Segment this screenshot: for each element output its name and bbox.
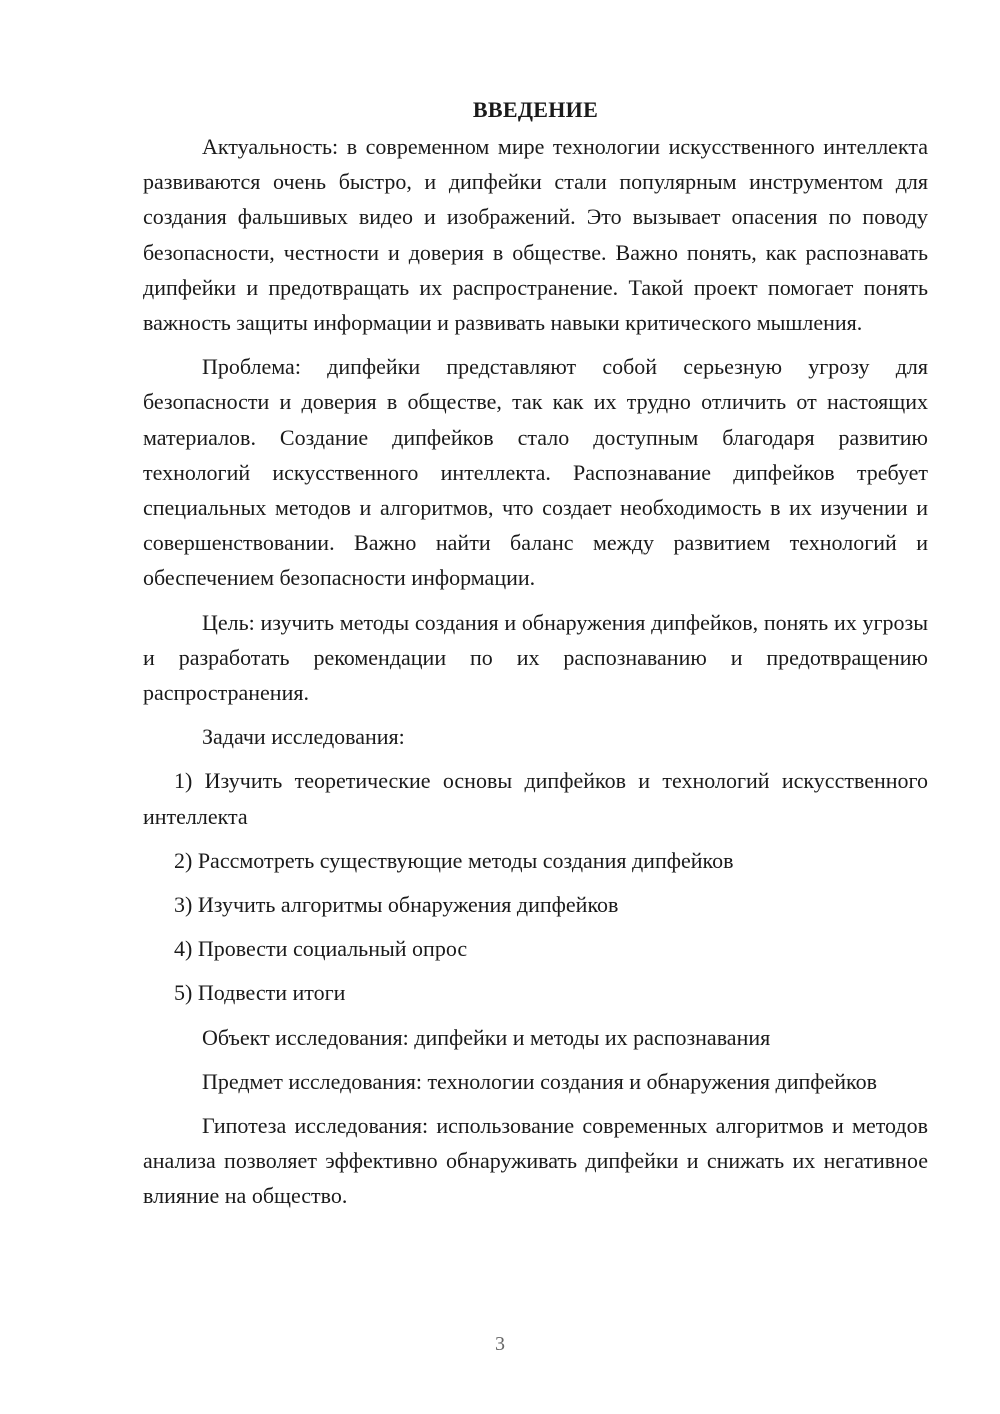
research-subject-paragraph: Предмет исследования: технологии создания и обнаружения дипфейков [202,1068,878,1094]
relevance-paragraph: Актуальность: в современном мире технологии искусственного интеллекта развиваются очень быстро, и дипфейки стали популярным инструментом для создания фальшивых видео и изображений. Это вызывает опасения по поводу безопасности, честности и доверия в обществе. Важно понять, как распознавать дипфейки и предотвращать их распространение. Такой проект помогает понять важность защиты информации и развивать навыки критического мышления. [143,134,928,336]
section-heading: ВВЕДЕНИЕ [472,97,599,122]
goal-paragraph: Цель: изучить методы создания и обнаружения дипфейков, понять их угрозы и разработать рекомендации по их распознаванию и предотвращению распространения. [143,609,928,706]
problem-paragraph: Проблема: дипфейки представляют собой серьезную угрозу для безопасности и доверия в обществе, так как их трудно отличить от настоящих материалов. Создание дипфейков стало доступным благодаря развитию технологий искусственного интеллекта. Распознавание дипфейков требует специальных методов и алгоритмов, что создает необходимость в их изучении и совершенствовании. Важно найти баланс между развитием технологий и обеспечением безопасности информации. [143,354,928,591]
page-number: 3 [495,1333,505,1355]
task-item-1: 1) Изучить теоретические основы дипфейков и технологий искусственного интеллекта [143,768,928,829]
task-item-3: 3) Изучить алгоритмы обнаружения дипфейков [174,892,619,918]
task-item-4: 4) Провести социальный опрос [174,936,468,962]
hypothesis-paragraph: Гипотеза исследования: использование современных алгоритмов и методов анализа позволяет эффективно обнаруживать дипфейки и снижать их негативное влияние на общество. [143,1113,928,1209]
tasks-heading: Задачи исследования: [202,724,405,750]
research-object-paragraph: Объект исследования: дипфейки и методы их распознавания [202,1024,771,1050]
document-page [143,95,928,1223]
task-item-2: 2) Рассмотреть существующие методы создания дипфейков [174,847,734,873]
task-item-5: 5) Подвести итоги [174,980,346,1006]
